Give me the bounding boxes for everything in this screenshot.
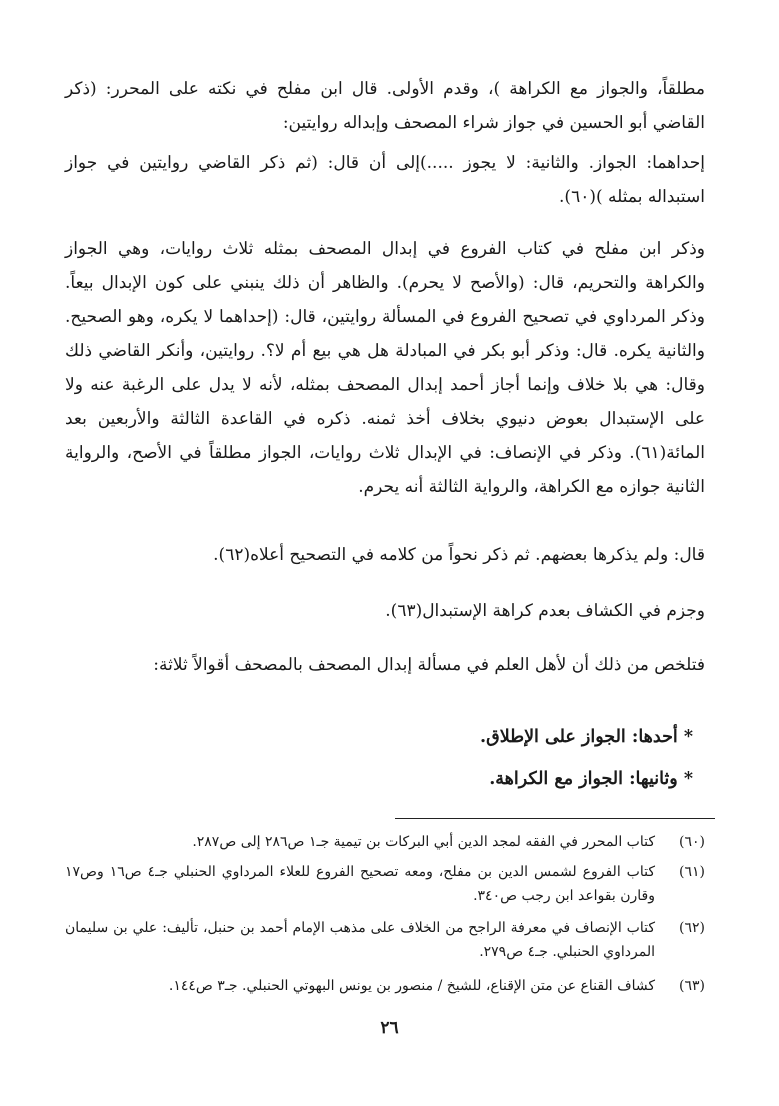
footnote-number: (٦٣) [679,978,705,994]
footnote-text: كشاف القناع عن متن الإقناع، للشيخ / منصور بن يونس البهوتي الحنبلي. جـ٣ ص١٤٤. [168,978,655,994]
footnote-number: (٦٠) [679,834,705,850]
bullet-item-1: * أحدها: الجواز على الإطلاق. [480,727,693,747]
paragraph-4: قال: ولم يذكرها بعضهم. ثم ذكر نحواً من كلامه في التصحيح أعلاه(٦٢). [213,545,705,565]
bullet-item-2: * وثانيها: الجواز مع الكراهة. [489,769,693,789]
footnote-number: (٦١) [679,864,705,880]
paragraph-2: إحداهما: الجواز. والثانية: لا يجوز .....)إلى أن قال: (ثم ذكر القاضي روايتين في جواز استبداله بمثله )(٦٠). [65,153,705,207]
footnote-61 [65,860,705,908]
footnote-text: كتاب الإنصاف في معرفة الراجح من الخلاف على مذهب الإمام أحمد بن حنبل، تأليف: علي بن سليمان المرداوي الحنبلي. جـ٤ ص٢٧٩. [65,920,655,960]
footnote-number: (٦٢) [679,920,705,936]
footnote-text: كتاب الفروع لشمس الدين بن مفلح، ومعه تصحيح الفروع للعلاء المرداوي الحنبلي جـ٤ ص١٦ وص١٧ وقارن بقواعد ابن رجب ص٣٤٠. [65,864,655,904]
paragraph-1: مطلقاً، والجواز مع الكراهة )، وقدم الأولى. قال ابن مفلح في نكته على المحرر: (ذكر القاضي أبو الحسين في جواز شراء المصحف وإبداله روايتين: [65,79,705,133]
paragraph-6: فتلخص من ذلك أن لأهل العلم في مسألة إبدال المصحف بالمصحف أقوالاً ثلاثة: [153,655,705,675]
footnote-text: كتاب المحرر في الفقه لمجد الدين أبي البركات بن تيمية جـ١ ص٢٨٦ إلى ص٢٨٧. [192,834,655,850]
paragraph-5: وجزم في الكشاف بعدم كراهة الإستبدال(٦٣). [385,601,705,621]
page-number: ٢٦ [380,1018,399,1038]
footnote-63 [65,974,705,998]
paragraph-3: وذكر ابن مفلح في كتاب الفروع في إبدال المصحف بمثله ثلاث روايات، وهي الجواز والكراهة والتحريم، قال: (والأصح لا يحرم). والظاهر أن ذلك ينبني على كون الإبدال بيعاً. وذكر المرداوي في تصحيح الفروع في المسألة روايتين، قال: (إحداهما لا يكره، وهو الصحيح. والثانية يكره. قال: وذكر أبو بكر في المبادلة هل هي بيع أم لا؟. روايتين، وأنكر القاضي ذلك وقال: هي بلا خلاف وإنما أجاز أحمد إبدال المصحف بمثله، لأنه لا يدل على الرغبة عنه ولا على الإستبدال بعوض دنيوي بخلاف أخذ ثمنه. ذكره في القاعدة الثالثة والأربعين بعد المائة(٦١). وذكر في الإنصاف: في الإبدال ثلاث روايات، الجواز مطلقاً في الأصح، والرواية الثانية جوازه مع الكراهة، والرواية الثالثة أنه يحرم. [65,239,705,497]
footnote-60 [65,830,705,854]
footnote-divider [395,818,715,819]
footnote-62 [65,916,705,964]
